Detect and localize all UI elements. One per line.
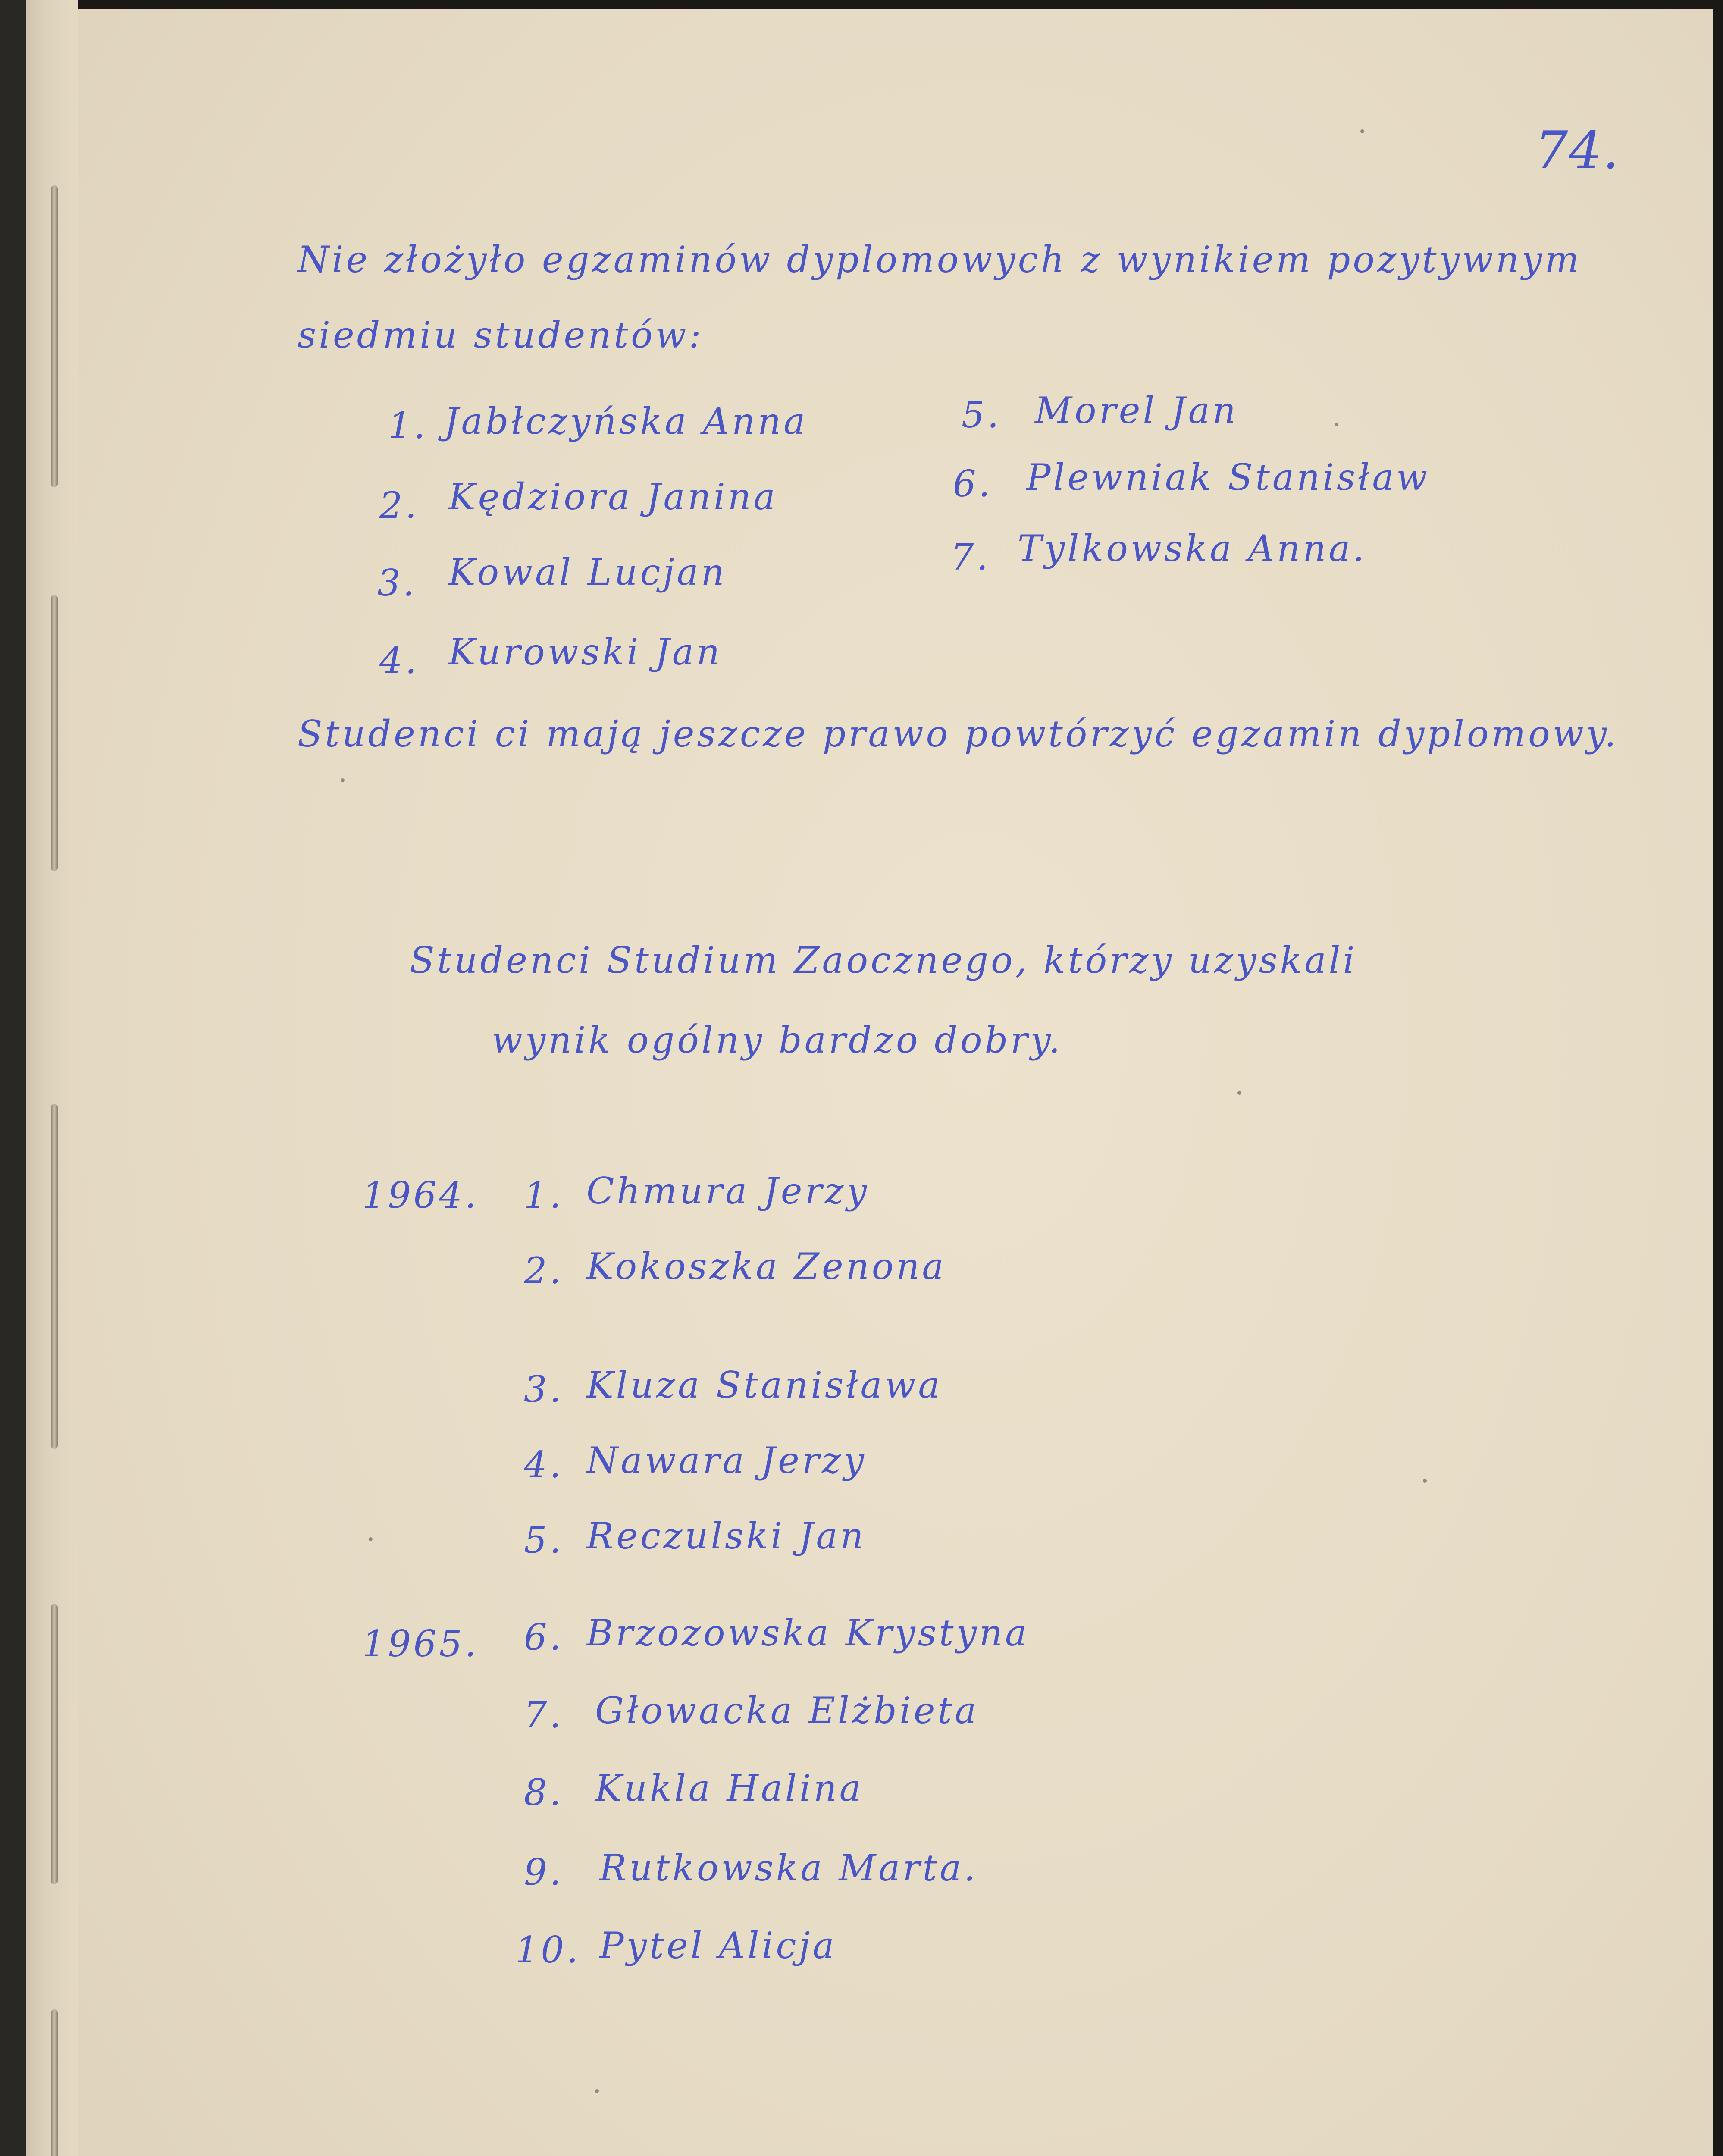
- year-label: 1964.: [362, 1174, 479, 1216]
- binding-stitch: [51, 2009, 58, 2156]
- paper-speck: [1237, 1091, 1241, 1095]
- list-item-number: 4.: [524, 1444, 564, 1486]
- list-item-number: 9.: [524, 1851, 564, 1893]
- list-item-number: 2.: [524, 1250, 564, 1292]
- paper-speck: [1423, 1479, 1427, 1483]
- list-item-number: 5.: [962, 394, 1002, 436]
- list-item-name: Chmura Jerzy: [586, 1170, 870, 1212]
- scan-border-left: [0, 0, 26, 2156]
- list-item-name: Plewniak Stanisław: [1026, 456, 1430, 498]
- list-item-name: Tylkowska Anna.: [1018, 527, 1367, 570]
- binding-stitch: [51, 595, 58, 871]
- failed-exam-intro-line2: siedmiu studentów:: [298, 314, 704, 356]
- list-item-number: 8.: [524, 1771, 564, 1814]
- list-item-number: 10.: [515, 1929, 581, 1971]
- list-item-number: 5.: [524, 1519, 564, 1561]
- list-item-name: Kukla Halina: [595, 1767, 864, 1809]
- list-item-number: 4.: [379, 639, 420, 682]
- list-item-name: Kluza Stanisława: [586, 1364, 943, 1406]
- list-item-name: Reczulski Jan: [586, 1515, 866, 1557]
- list-item-name: Kurowski Jan: [448, 631, 723, 673]
- list-item-number: 7.: [951, 536, 991, 578]
- list-item-name: Pytel Alicja: [599, 1924, 837, 1967]
- binding-stitch: [51, 1104, 58, 1449]
- list-item-number: 3.: [377, 562, 417, 604]
- list-item-name: Jabłczyńska Anna: [444, 400, 808, 442]
- paper-speck: [369, 1537, 373, 1541]
- list-item-number: 3.: [524, 1368, 564, 1410]
- list-item-name: Kokoszka Zenona: [586, 1245, 946, 1288]
- paper-speck: [1360, 129, 1364, 133]
- honors-heading-line1: Studenci Studium Zaocznego, którzy uzyskali: [410, 939, 1357, 981]
- list-item-name: Kędziora Janina: [448, 476, 778, 518]
- retake-note: Studenci ci mają jeszcze prawo powtórzyć egzamin dyplomowy.: [298, 713, 1619, 755]
- list-item-name: Rutkowska Marta.: [599, 1847, 978, 1889]
- failed-exam-intro-line1: Nie złożyło egzaminów dyplomowych z wynikiem pozytywnym: [298, 238, 1582, 281]
- list-item-number: 1.: [388, 404, 428, 447]
- scan-border-right: [1713, 0, 1723, 2156]
- list-item-number: 6.: [953, 463, 993, 505]
- list-item-name: Nawara Jerzy: [586, 1439, 867, 1482]
- paper-speck: [341, 778, 345, 782]
- paper-speck: [595, 2089, 599, 2093]
- year-label: 1965.: [362, 1623, 479, 1665]
- list-item-number: 2.: [379, 484, 420, 526]
- paper-speck: [1335, 423, 1338, 426]
- list-item-name: Kowal Lucjan: [448, 551, 727, 593]
- list-item-name: Morel Jan: [1035, 389, 1238, 432]
- list-item-number: 1.: [524, 1174, 564, 1216]
- page-number: 74.: [1535, 121, 1620, 181]
- list-item-name: Brzozowska Krystyna: [586, 1612, 1030, 1654]
- scan-border-top: [0, 0, 1723, 9]
- list-item-number: 6.: [524, 1616, 564, 1658]
- binding-stitch: [51, 1604, 58, 1884]
- list-item-number: 7.: [524, 1694, 564, 1736]
- binding-stitch: [51, 185, 58, 487]
- list-item-name: Głowacka Elżbieta: [595, 1689, 979, 1732]
- honors-heading-line2: wynik ogólny bardzo dobry.: [492, 1019, 1063, 1061]
